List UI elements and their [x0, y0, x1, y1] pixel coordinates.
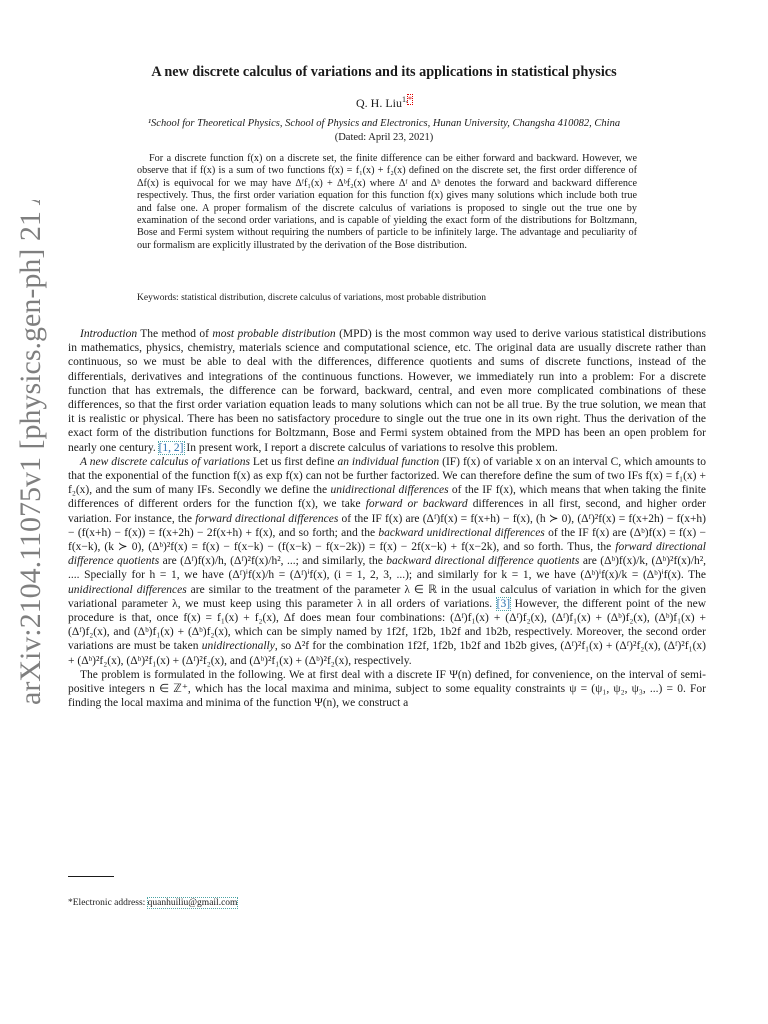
emphasis: backward unidirectional differences: [378, 526, 545, 539]
dated-line: (Dated: April 23, 2021): [334, 132, 434, 143]
text-span: of the IF f(x) are (Δᵇ)f(x) = f(x) − f(x−k), (k ≻ 0), (Δᵇ)²f(x) = f(x) − f(x−k) − (f(x−k) − f(x−2k)) = f(x) − 2f(x−k) + f(x−2k), and so forth. Thus, the: [68, 526, 706, 554]
main-body: [68, 327, 706, 710]
emphasis: most probable distribution: [212, 328, 336, 340]
citation-link[interactable]: [1, 2]: [158, 441, 184, 454]
text-span: In present work, I report a discrete calculus of variations to resolve this problem.: [183, 441, 558, 454]
text-span: (MPD) is the most common way used to derive various statistical distributions in mathematics, physics, chemistry, materials science and computational science, etc. The original data are usually discrete rather than continuous, so we must be able to deal with the differences, difference quotients and sums of discrete functions, instead of the differentials, derivatives and integrations of the continuous functions. However, we immediately run into a problem: For a discrete function that has extremals, the difference can be forward, backward, central, and even more complicated combinations of these differences, so that the first order variation equation leads to many solutions which can not be all true. By the true solution, we mean that it is realistic or physical. There has been no satisfactory procedure to single out the true one in its own right. Thus the derivation of the exact form of the distribution functions for Boltzmann, Bose and Fermi system obtained from the MPD has been an open problem for nearly one century.: [68, 328, 706, 454]
text-span: are (Δᶠ)f(x)/h, (Δᶠ)²f(x)/h², ...; and similarly, the: [159, 555, 387, 568]
intro-label: Introduction: [80, 328, 138, 340]
text-span: are (Δᵇ)f(x)/k, (Δᵇ)²f(x)/h², .... Specially for h = 1, we have (Δᶠ)ⁱf(x)/h = (Δᶠ)ⁱf(x), (i = 1, 2, 3, ...); and similarly for k = 1, we have (Δᵇ)ⁱf(x)/k = (Δᵇ)ⁱf(x). The: [68, 555, 707, 582]
emphasis: unidirectionally: [201, 640, 275, 653]
text-span: of the IF f(x) are (Δᶠ)f(x) = f(x+h) − f(x), (h ≻ 0), (Δᶠ)²f(x) = f(x+2h) − f(x+h) − (f(x+h) − f(x)) = f(x+2h) − 2f(x+h) + f(x), and so forth; and the: [68, 512, 707, 539]
text-span: The method of: [137, 328, 213, 340]
emphasis: forward directional differences: [195, 512, 339, 525]
author-line: [0, 95, 768, 111]
citation-link[interactable]: [3]: [496, 597, 511, 610]
emphasis: an individual function: [337, 455, 440, 468]
paragraph-introduction: [68, 327, 706, 455]
paragraph-problem: The problem is formulated in the following. We at first deal with a discrete IF Ψ(n) defined, for convenience, on the interval of semi-positive integers n ∈ ℤ⁺, which has the local maxima and minima, subject to some equality constraints ψ = (ψ₁, ψ₂, ψ₃, ...) = 0. For finding the local maxima and minima of the function Ψ(n), we construct a: [68, 668, 706, 710]
emphasis: unidirectional differences: [68, 583, 187, 596]
text-span: However, the different point of the new procedure is that, once f(x) = f₁(x) + f₂(x), Δf does mean four combinations: (Δᶠ)f₁(x) + (Δᶠ)f₂(x), (Δᶠ)f₁(x) + (Δᵇ)f₂(x), (Δᵇ)f₁(x) + (Δᶠ)f₂(x), and (Δᵇ)f₁(x) + (Δᵇ)f₂(x), which can be simply named by 1f2f, 1f2b, 1b2f and 1b2b, respectively. Moreover, the second order variations are must be taken: [68, 597, 707, 653]
emphasis: unidirectional differences: [330, 484, 449, 497]
footnote: [68, 898, 237, 908]
email-link[interactable]: quanhuiliu@gmail.com: [147, 898, 238, 908]
section-label: A new discrete calculus of variations: [80, 455, 250, 468]
footnote-rule: [68, 876, 114, 877]
author-affiliation-sup: 1,: [402, 95, 408, 104]
text-span: are similar to the treatment of the parameter λ ∈ ℝ in the usual calculus of variation in which for the given variational parameter λ, we must keep using this parameter λ in all orders of variations.: [68, 583, 706, 610]
text-span: , so Δ²f for the combination 1f2f, 1f2b, 1b2f and 1b2b gives, (Δᶠ)²f₁(x) + (Δᶠ)²f₂(x), (Δᶠ)²f₁(x) + (Δᵇ)²f₂(x), (Δᵇ)²f₁(x) + (Δᶠ)²f₂(x), and (Δᵇ)²f₁(x) + (Δᵇ)²f₂(x), respectively.: [68, 640, 706, 667]
arxiv-stamp: [8, 200, 48, 710]
author-email-mark[interactable]: *: [408, 95, 412, 104]
keywords: Keywords: statistical distribution, discrete calculus of variations, most probable distribution: [137, 293, 487, 303]
author-name: Q. H. Liu: [356, 96, 402, 110]
footnote-label: *Electronic address:: [68, 898, 148, 908]
paper-title: A new discrete calculus of variations and its applications in statistical physics: [151, 64, 617, 80]
emphasis: backward directional difference quotients: [386, 555, 580, 568]
affiliation: ¹School for Theoretical Physics, School of Physics and Electronics, Hunan University, Changsha 410082, China: [147, 118, 621, 129]
emphasis: forward directional difference quotients: [68, 541, 706, 568]
text-span: (IF) f(x) of variable x on an interval C, which amounts to that the exponential of the function f(x) as exp f(x) can not be further factorized. We can therefore define the sum of two IFs f(x) = f₁(x) + f₂(x), and the sum of many IFs. Secondly we define the: [68, 455, 706, 497]
arxiv-stamp-text: arXiv:2104.11075v1 [physics.gen-ph] 21 Apr 2021: [14, 200, 47, 705]
emphasis: forward or backward: [365, 498, 468, 511]
paragraph-new-calculus: [68, 455, 706, 668]
text-span: Let us first define: [249, 455, 338, 468]
abstract: For a discrete function f(x) on a discrete set, the finite difference can be either forward and backward. However, we observe that if f(x) is a sum of two functions f(x) = f₁(x) + f₂(x) defined on the discrete set, the first order difference of Δf(x) is equivocal for we may have Δᶠf₁(x) + Δᵇf₂(x) where Δᶠ and Δᵇ denotes the forward and backward difference respectively. Thus, the first order variation equation for this function f(x) gives many solutions which include both true and false one. A proper formalism of the discrete calculus of variations is proposed to single out the true one by examination of the second order variations, and is capable of yielding the exact form of the distributions for Boltzmann, Bose and Fermi system without requiring the numbers of particle to be infinitely large. The advantage and peculiarity of our formalism are explicitly illustrated by the derivation of the Bose distribution.: [137, 153, 637, 251]
text-span: of the IF f(x), which means that when taking the finite differences of different orders for the function f(x), we take: [68, 484, 706, 511]
text-span: differences in all first, second, and higher order variation. For instance, the: [68, 498, 706, 525]
